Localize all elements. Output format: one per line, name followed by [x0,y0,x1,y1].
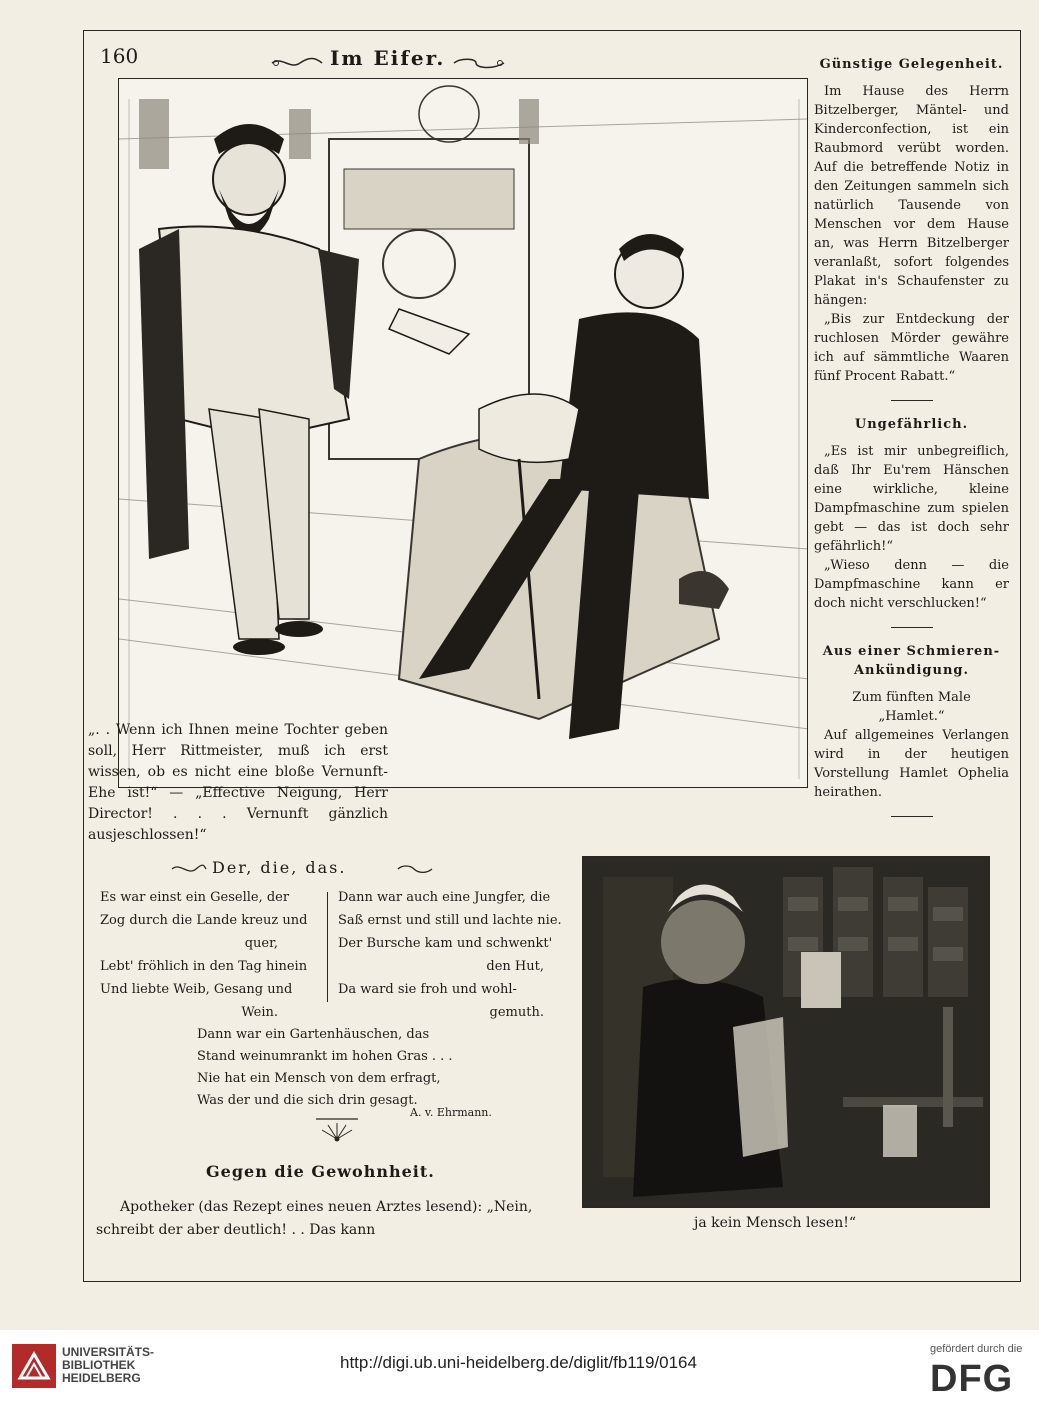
section-title-schmieren-line2: Ankündigung. [853,663,970,678]
running-title: Im Eifer. [330,46,446,70]
section3-line2: „Hamlet.“ [878,709,945,724]
funded-by-label: gefördert durch die [930,1343,1023,1355]
poem-right-column [338,886,562,1024]
university-logo-icon[interactable] [12,1344,56,1388]
apothecary-illustration [582,856,990,1208]
section2-paragraph1: „Es ist mir unbegreiflich, daß Ihr Eu'rem Hänschen eine wirkliche, kleine Dampfmaschine zum spielen gebt — das ist doch sehr gefährlich!“ [814,444,1009,554]
caption-text: „. . Wenn ich Ihnen meine Tochter geben soll, Herr Rittmeister, muß ich erst wissen, ob es nicht eine bloße Vernunft-Ehe ist!“ — „Effective Neigung, Herr Director! . . . Vernunft gänzlich ausjeschlossen!“ [88,722,388,843]
poem-line: Dann war auch eine Jungfer, die [338,890,551,905]
section3-line1: Zum fünften Male [852,690,971,705]
poem-flourish-left [170,862,208,876]
dfg-logo[interactable]: DFG [930,1358,1014,1400]
section3-paragraph: Auf allgemeines Verlangen wird in der heutigen Vorstellung Hamlet Ophelia heirathen. [814,728,1009,800]
poem-flourish-right [396,862,434,876]
university-name-line: HEIDELBERG [62,1371,141,1385]
poem-line: Zog durch die Lande kreuz und [100,913,308,928]
section-title-ungefaehrlich: Ungefährlich. [854,417,969,432]
section1-paragraph1: Im Hause des Herrn Bitzelberger, Mäntel- und Kinderconfection, ist ein Raubmord verübt worden. Auf die betreffende Notiz in den Zeitungen sammeln sich natürlich Tausende von Menschen vor dem Hause an, was Herrn Bitzelberger veranlaßt, sofort folgendes Plakat in's Schaufenster zu hängen: [814,84,1009,308]
page-number: 160 [100,44,139,68]
poem-line: Stand weinumrankt im hohen Gras . . . [197,1049,453,1064]
poem-line: Nie hat ein Mensch von dem erfragt, [197,1071,441,1086]
poem-line: den Hut, [486,959,544,974]
section-divider [891,816,933,817]
section2-paragraph2: „Wieso denn — die Dampfmaschine kann er doch nicht verschlucken!“ [814,558,1009,611]
university-name[interactable] [62,1346,154,1385]
title-flourish-right [452,56,506,70]
poem-line: Wein. [241,1005,278,1020]
university-name-line: UNIVERSITÄTS- [62,1345,155,1359]
ornament-icon [314,1117,360,1143]
poem-left-column [100,886,318,1024]
section-divider [891,400,933,401]
poem-line: Da ward sie froh und wohl- [338,982,517,997]
cartoon-illustration [118,78,808,788]
source-url-link[interactable]: http://digi.ub.uni-heidelberg.de/diglit/fb119/0164 [340,1353,697,1372]
section1-paragraph2: „Bis zur Entdeckung der ruchlosen Mörder gewähre ich auf sämmtliche Waaren fünf Procent Rabatt.“ [814,312,1009,384]
poem-line: Und liebte Weib, Gesang und [100,982,293,997]
right-column [814,55,1009,831]
poem-line: quer, [244,936,278,951]
story-line-2: schreibt der aber deutlich! . . Das kann [96,1222,376,1238]
section-title-guenstige-gelegenheit: Günstige Gelegenheit. [819,57,1004,72]
poem-line: Was der und die sich drin gesagt. [197,1093,418,1108]
poem-title: Der, die, das. [212,858,347,877]
poem-final-stanza [197,1024,517,1112]
poem-line: Der Bursche kam und schwenkt' [338,936,553,951]
poem-line: Dann war ein Gartenhäuschen, das [197,1027,430,1042]
poem-line: Es war einst ein Geselle, der [100,890,290,905]
title-flourish-left [270,56,324,70]
poem-line: Saß ernst und still und lachte nie. [338,913,562,928]
story-line-1: Apotheker (das Rezept eines neuen Arztes lesend): „Nein, [120,1199,533,1215]
story-title: Gegen die Gewohnheit. [206,1162,435,1181]
university-name-line: BIBLIOTHEK [62,1358,136,1372]
section-title-schmieren-line1: Aus einer Schmieren- [822,644,1001,659]
poem-line: Lebt' fröhlich in den Tag hinein [100,959,308,974]
poem-column-divider [327,892,328,1002]
poem-author: A. v. Ehrmann. [410,1106,492,1119]
poem-line: gemuth. [489,1005,544,1020]
cartoon-caption [88,720,388,846]
section-divider [891,627,933,628]
story-line-3: ja kein Mensch lesen!“ [694,1215,857,1231]
